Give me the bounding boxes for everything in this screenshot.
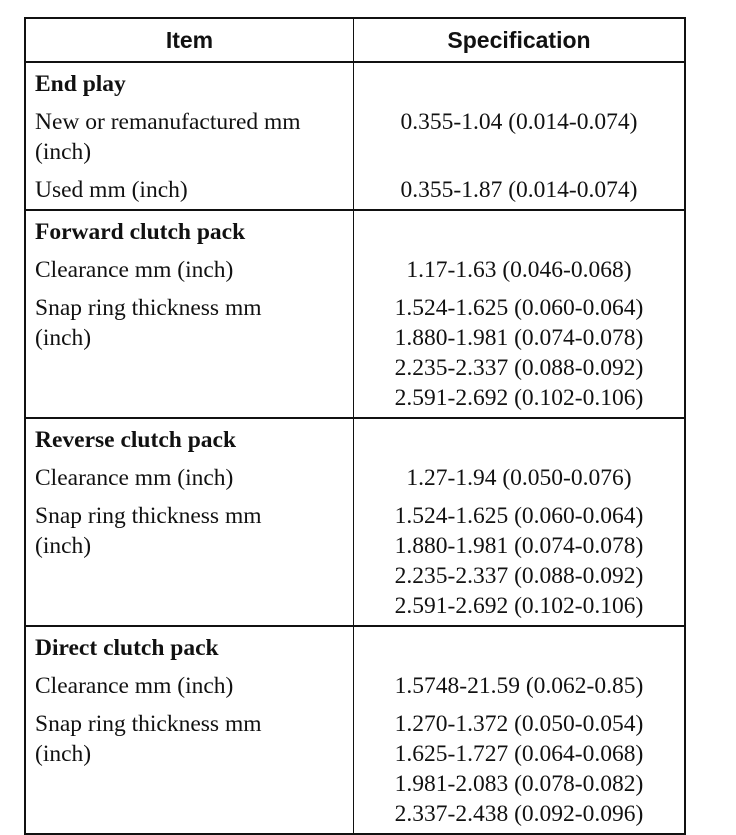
table-row — [25, 705, 685, 834]
empty-cell — [354, 62, 686, 103]
spec-value: 1.981-2.083 (0.078-0.082) — [394, 771, 644, 797]
row-value — [354, 667, 686, 705]
row-label — [25, 497, 354, 626]
spec-value: 2.235-2.337 (0.088-0.092) — [394, 563, 644, 589]
row-value — [354, 103, 686, 171]
table-row — [25, 497, 685, 626]
row-label-line: (inch) — [35, 325, 92, 351]
spec-value: 0.355-1.87 (0.014-0.074) — [400, 177, 638, 203]
table-row — [25, 459, 685, 497]
spec-value: 1.27-1.94 (0.050-0.076) — [406, 465, 632, 491]
row-value — [354, 171, 686, 210]
spec-value: 1.270-1.372 (0.050-0.054) — [394, 711, 644, 737]
spec-value: 1.17-1.63 (0.046-0.068) — [406, 257, 632, 283]
section-heading-row — [25, 210, 685, 251]
row-label — [25, 705, 354, 834]
row-value — [354, 497, 686, 626]
row-label-line: (inch) — [35, 741, 92, 767]
empty-cell — [354, 418, 686, 459]
spec-value: 1.625-1.727 (0.064-0.068) — [394, 741, 644, 767]
section-heading-row — [25, 626, 685, 667]
section-title: End play — [25, 62, 354, 103]
row-label-line: New or remanufactured mm — [35, 109, 301, 135]
row-label — [25, 103, 354, 171]
spec-value: 2.337-2.438 (0.092-0.096) — [394, 801, 644, 827]
row-label-line: Snap ring thickness mm — [35, 295, 262, 321]
row-value — [354, 289, 686, 418]
column-header-item: Item — [25, 18, 354, 62]
spec-value: 1.880-1.981 (0.074-0.078) — [394, 533, 644, 559]
row-label — [25, 251, 354, 289]
section-title: Direct clutch pack — [25, 626, 354, 667]
empty-cell — [354, 626, 686, 667]
table-row — [25, 251, 685, 289]
row-value — [354, 459, 686, 497]
section-title: Forward clutch pack — [25, 210, 354, 251]
row-label-line: Clearance mm (inch) — [35, 673, 234, 699]
table-row — [25, 667, 685, 705]
spec-value: 0.355-1.04 (0.014-0.074) — [400, 109, 638, 135]
table-row — [25, 289, 685, 418]
spec-value: 2.591-2.692 (0.102-0.106) — [394, 385, 644, 411]
spec-value: 1.880-1.981 (0.074-0.078) — [394, 325, 644, 351]
row-label-line: Snap ring thickness mm — [35, 711, 262, 737]
column-header-specification: Specification — [354, 18, 686, 62]
table-body — [25, 62, 685, 834]
empty-cell — [354, 210, 686, 251]
section-heading-row — [25, 418, 685, 459]
row-label-line: (inch) — [35, 139, 92, 165]
row-value — [354, 251, 686, 289]
spec-value: 1.524-1.625 (0.060-0.064) — [394, 295, 644, 321]
row-label — [25, 289, 354, 418]
row-label — [25, 667, 354, 705]
row-label — [25, 171, 354, 210]
table-row — [25, 103, 685, 171]
table-header-row — [25, 18, 685, 62]
spec-value: 2.235-2.337 (0.088-0.092) — [394, 355, 644, 381]
spec-value: 1.5748-21.59 (0.062-0.85) — [394, 673, 644, 699]
row-label-line: Clearance mm (inch) — [35, 257, 234, 283]
section-title: Reverse clutch pack — [25, 418, 354, 459]
table-row — [25, 171, 685, 210]
row-label — [25, 459, 354, 497]
spec-value: 2.591-2.692 (0.102-0.106) — [394, 593, 644, 619]
row-label-line: Snap ring thickness mm — [35, 503, 262, 529]
row-value — [354, 705, 686, 834]
row-label-line: Clearance mm (inch) — [35, 465, 234, 491]
section-heading-row — [25, 62, 685, 103]
row-label-line: Used mm (inch) — [35, 177, 188, 203]
spec-value: 1.524-1.625 (0.060-0.064) — [394, 503, 644, 529]
specification-table — [24, 17, 686, 835]
row-label-line: (inch) — [35, 533, 92, 559]
